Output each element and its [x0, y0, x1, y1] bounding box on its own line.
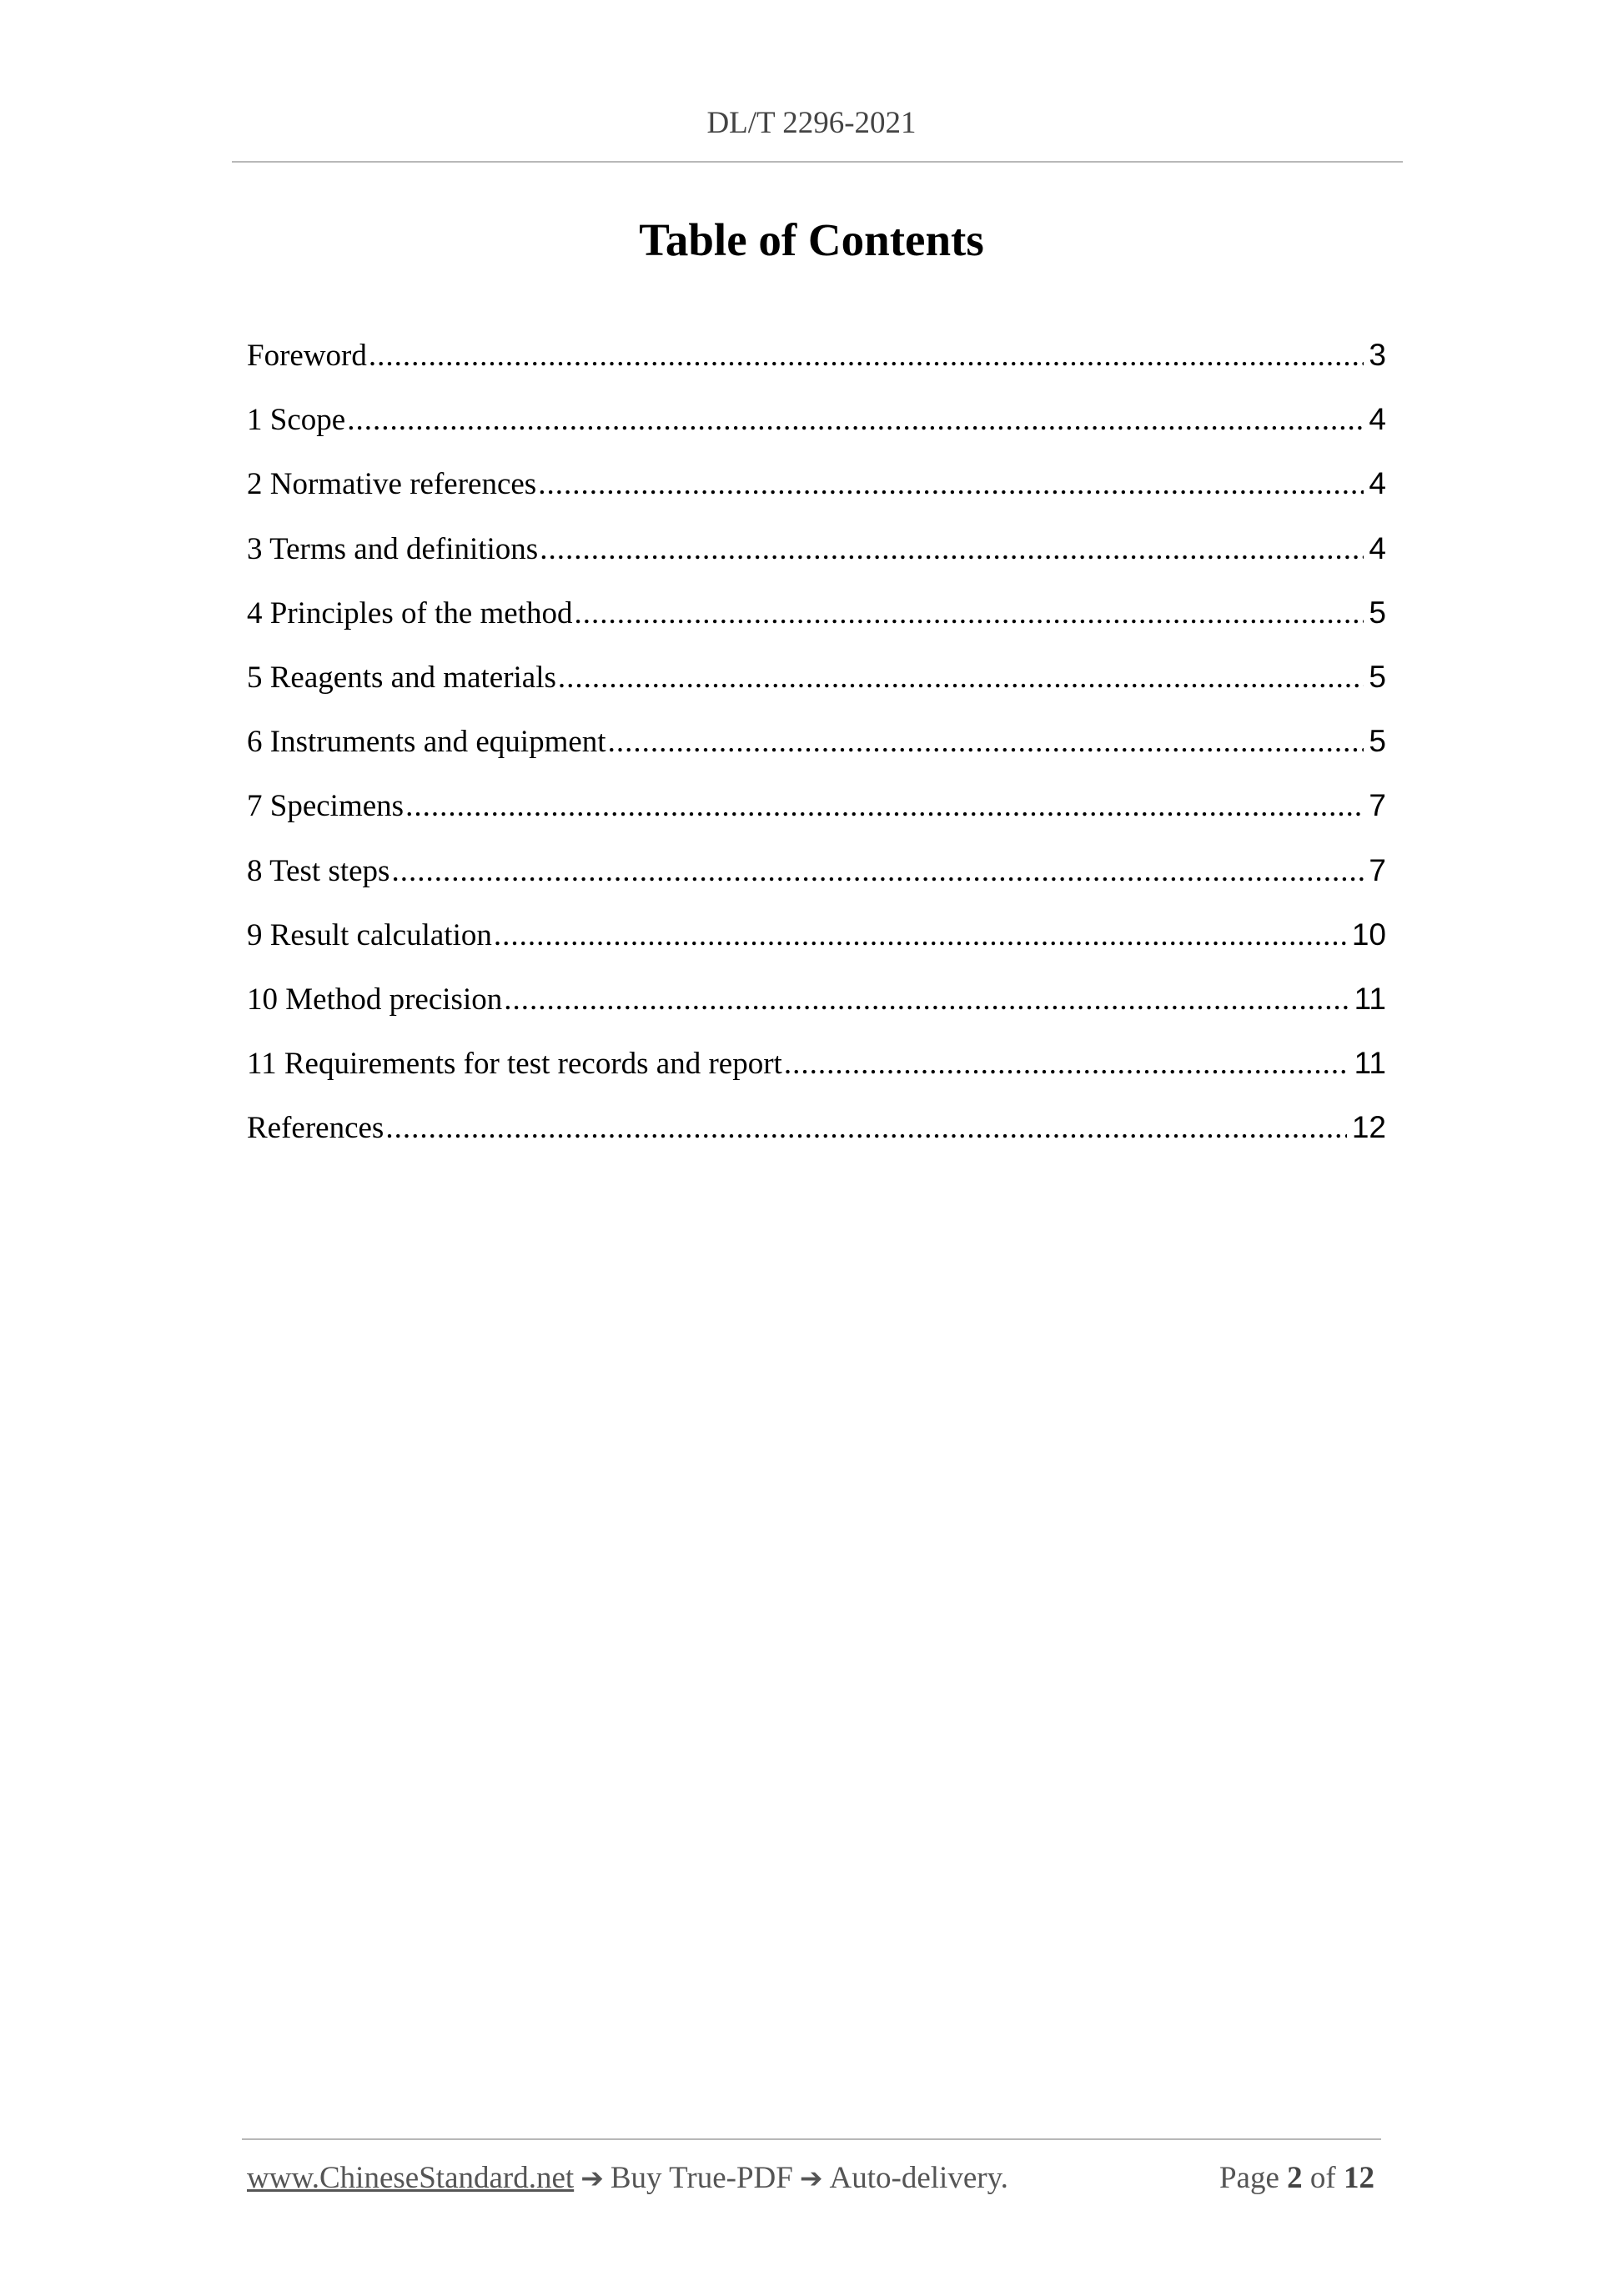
toc-entry-page: 4 — [1369, 466, 1386, 501]
toc-entry-normative-references[interactable] — [247, 462, 1386, 526]
toc-entry-page: 4 — [1369, 402, 1386, 437]
footer-promo — [247, 2160, 1008, 2196]
toc-entry-result-calculation[interactable] — [247, 913, 1386, 977]
footer-divider — [242, 2138, 1381, 2140]
dot-leader — [369, 334, 1364, 378]
toc-entry-label: 5 Reagents and materials — [247, 660, 556, 695]
toc-entry-instruments-and-equipment[interactable] — [247, 720, 1386, 784]
dot-leader — [504, 978, 1349, 1022]
dot-leader — [538, 463, 1364, 506]
toc-entry-page: 10 — [1351, 917, 1386, 952]
page-total: 12 — [1344, 2161, 1374, 2195]
dot-leader — [608, 721, 1364, 764]
toc-entry-label: 1 Scope — [247, 403, 346, 438]
toc-entry-page: 11 — [1354, 981, 1386, 1016]
toc-entry-label: 10 Method precision — [247, 982, 503, 1017]
dot-leader — [540, 528, 1364, 571]
toc-entry-principles-of-the-method[interactable] — [247, 591, 1386, 656]
page-number — [1219, 2160, 1374, 2196]
toc-entry-label: 6 Instruments and equipment — [247, 725, 606, 760]
toc-entry-requirements-for-test-records[interactable] — [247, 1042, 1386, 1106]
footer-step-delivery: Auto-delivery. — [829, 2161, 1008, 2195]
document-code: DL/T 2296-2021 — [706, 106, 917, 140]
dot-leader — [347, 399, 1364, 442]
dot-leader — [575, 592, 1364, 636]
toc-heading: Table of Contents — [639, 214, 984, 265]
of-word: of — [1309, 2161, 1336, 2195]
toc-entry-specimens[interactable] — [247, 784, 1386, 848]
site-link[interactable]: www.ChineseStandard.net — [247, 2161, 575, 2195]
page-current: 2 — [1287, 2161, 1303, 2195]
toc-entry-label: 2 Normative references — [247, 467, 537, 502]
arrow-right-icon: ➔ — [799, 2162, 823, 2194]
dot-leader — [405, 785, 1364, 828]
toc-entry-page: 4 — [1369, 530, 1386, 565]
page-word: Page — [1219, 2161, 1279, 2195]
toc-entry-label: Foreword — [247, 339, 367, 373]
toc-entry-reagents-and-materials[interactable] — [247, 656, 1386, 720]
footer-step-buy: Buy True-PDF — [610, 2161, 793, 2195]
dot-leader — [784, 1042, 1349, 1086]
toc-entry-test-steps[interactable] — [247, 849, 1386, 913]
header-divider — [232, 161, 1403, 163]
toc-entry-label: 7 Specimens — [247, 789, 404, 824]
page-footer — [247, 2160, 1374, 2196]
toc-entry-label: References — [247, 1111, 384, 1146]
dot-leader — [391, 850, 1364, 893]
toc-entry-label: 8 Test steps — [247, 853, 390, 888]
toc-entry-label: 4 Principles of the method — [247, 595, 573, 631]
arrow-right-icon: ➔ — [580, 2162, 604, 2194]
dot-leader — [494, 914, 1347, 957]
toc-entry-foreword[interactable] — [247, 334, 1386, 398]
toc-entry-label: 9 Result calculation — [247, 917, 492, 952]
dot-leader — [385, 1107, 1347, 1150]
toc-entry-page: 5 — [1369, 595, 1386, 630]
dot-leader — [558, 656, 1364, 700]
toc-entry-page: 12 — [1351, 1110, 1386, 1145]
toc-entry-page: 3 — [1369, 338, 1386, 372]
toc-entry-page: 7 — [1369, 788, 1386, 823]
toc-entry-scope[interactable] — [247, 398, 1386, 462]
toc-entry-method-precision[interactable] — [247, 977, 1386, 1042]
toc-list — [247, 334, 1386, 1170]
toc-entry-page: 11 — [1354, 1046, 1386, 1081]
toc-entry-references[interactable] — [247, 1106, 1386, 1170]
toc-entry-label: 3 Terms and definitions — [247, 531, 539, 566]
toc-entry-label: 11 Requirements for test records and report — [247, 1047, 782, 1082]
toc-entry-page: 5 — [1369, 724, 1386, 759]
toc-entry-page: 5 — [1369, 659, 1386, 694]
toc-entry-page: 7 — [1369, 852, 1386, 887]
toc-entry-terms-and-definitions[interactable] — [247, 527, 1386, 591]
